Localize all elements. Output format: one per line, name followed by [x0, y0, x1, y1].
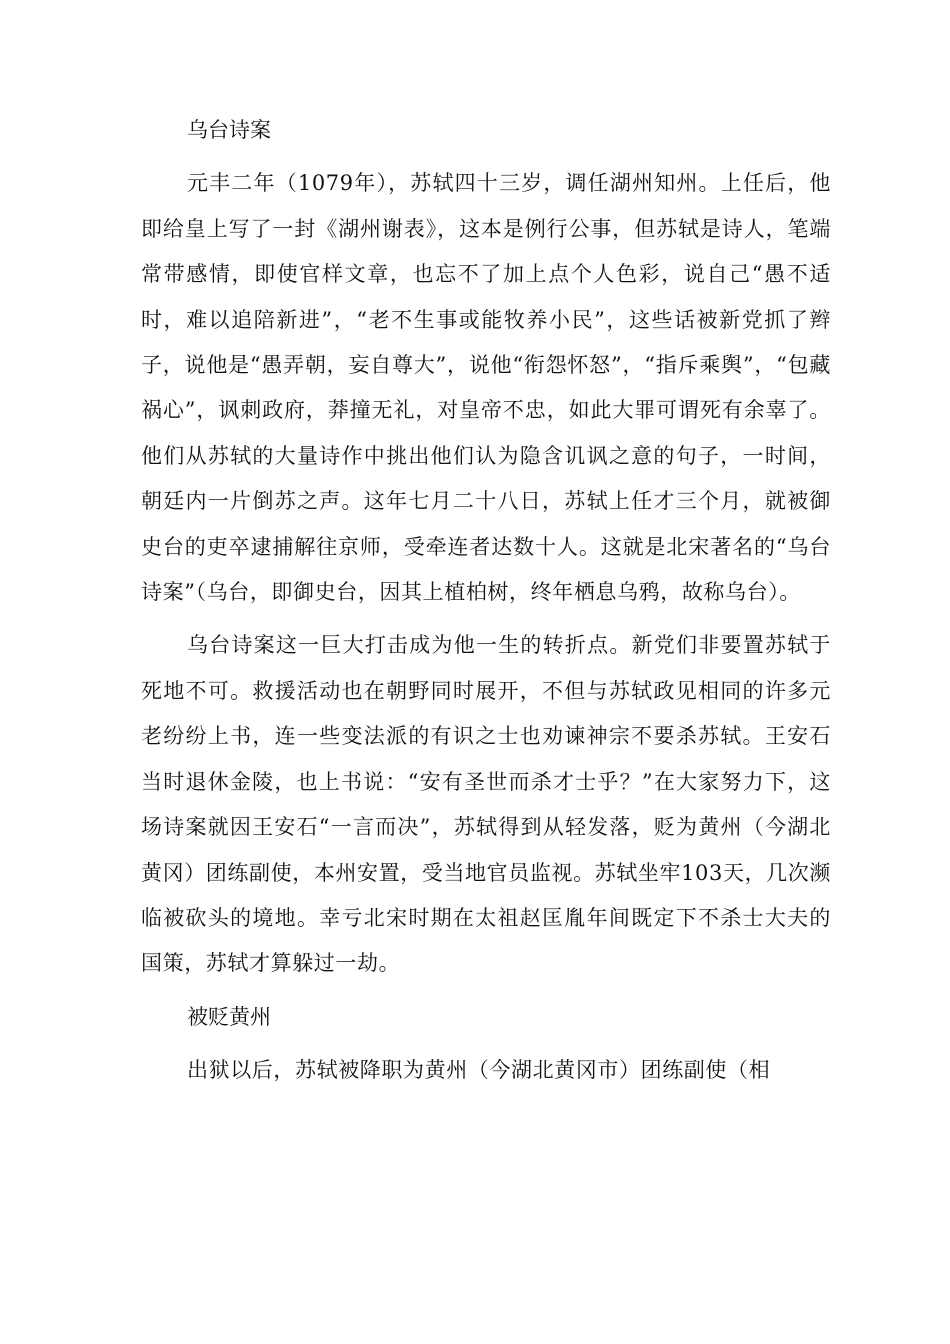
paragraph-wutai-case-origin: 元丰二年（1079年），苏轼四十三岁，调任湖州知州。上任后，他即给皇上写了一封《湖州谢表》，这本是例行公事，但苏轼是诗人，笔端常带感情，即使官样文章，也忘不了加上点个人色彩，说自己“愚不适时，难以追陪新进”，“老不生事或能牧养小民”，这些话被新党抓了辫子，说他是“愚弄朝，妄自尊大”，说他“衔怨怀怒”，“指斥乘舆”，“包藏祸心”，讽刺政府，莽撞无礼，对皇帝不忠，如此大罪可谓死有余辜了。他们从苏轼的大量诗作中挑出他们认为隐含讥讽之意的句子，一时间，朝廷内一片倒苏之声。这年七月二十八日，苏轼上任才三个月，就被御史台的吏卒逮捕解往京师，受牵连者达数十人。这就是北宋著名的“乌台诗案”（乌台，即御史台，因其上植柏树，终年栖息乌鸦，故称乌台）。	[141, 171, 831, 605]
document-body	[141, 108, 831, 1094]
paragraph-wutai-case-turning-point: 乌台诗案这一巨大打击成为他一生的转折点。新党们非要置苏轼于死地不可。救援活动也在朝野同时展开，不但与苏轼政见相同的许多元老纷纷上书，连一些变法派的有识之士也劝谏神宗不要杀苏轼。王安石当时退休金陵，也上书说：“安有圣世而杀才士乎？”在大家努力下，这场诗案就因王安石“一言而决”，苏轼得到从轻发落，贬为黄州（今湖北黄冈）团练副使，本州安置，受当地官员监视。苏轼坐牢103天，几次濒临被砍头的境地。幸亏北宋时期在太祖赵匡胤年间既定下不杀士大夫的国策，苏轼才算躲过一劫。	[141, 633, 831, 976]
section-heading-wutai-poetry-case: 乌台诗案	[187, 118, 271, 142]
section-heading-demoted-to-huangzhou: 被贬黄州	[187, 1004, 271, 1029]
paragraph-after-prison: 出狱以后，苏轼被降职为黄州（今湖北黄冈市）团练副使（相	[187, 1058, 771, 1083]
